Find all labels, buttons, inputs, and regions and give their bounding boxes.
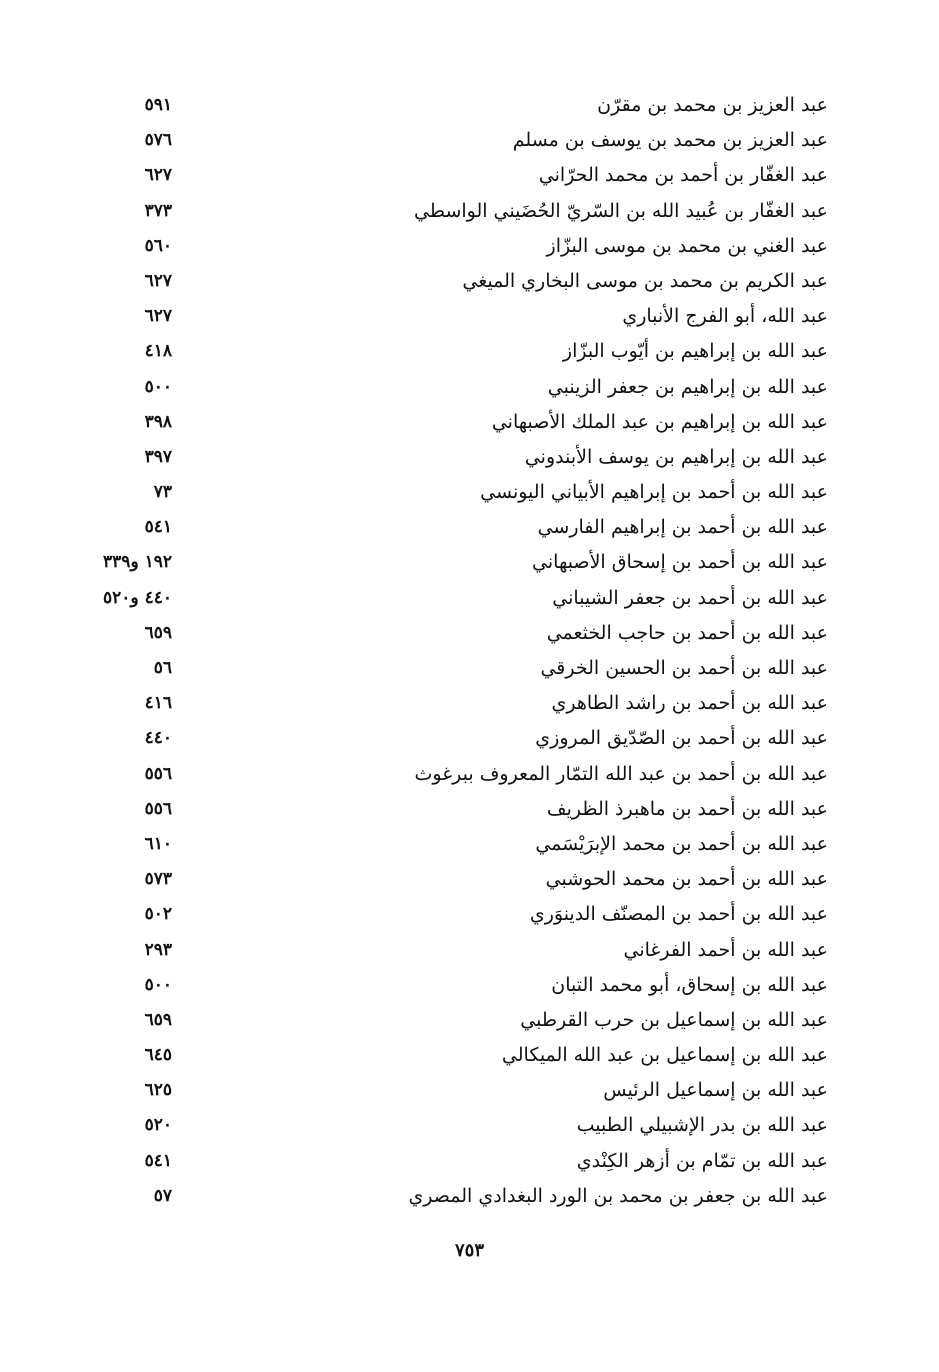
entry-name: عبد الله بن أحمد بن محمد الحوشبي [545,868,828,891]
index-entry [125,299,828,334]
entry-name: عبد الله بن إسماعيل الرئيس [603,1079,828,1102]
index-entry [125,1144,828,1179]
index-entry [125,1003,828,1038]
entry-page-refs: ٥٤١ [144,1150,172,1171]
entry-name: عبد الله بن إسماعيل بن حرب القرطبي [520,1008,828,1031]
index-entry [125,686,828,721]
entry-page-refs: ٤١٨ [144,341,172,362]
entry-page-refs: ٥٦٠ [144,235,172,256]
index-entry [125,158,828,193]
index-entry [125,405,828,440]
entry-name: عبد الله بن إبراهيم بن جعفر الزينبي [547,375,828,398]
entry-name: عبد الله بن أحمد بن المصنّف الدينوَري [529,903,828,926]
entry-page-refs: ٦٥٩ [144,1009,172,1030]
entry-page-refs: ٦٥٩ [144,622,172,643]
entry-page-refs: ٣٩٧ [144,446,172,467]
entry-name: عبد الله بن بدر الإشبيلي الطبيب [576,1114,828,1137]
entry-name: عبد الله بن أحمد الفرغاني [623,938,828,961]
index-entry [125,1038,828,1073]
entry-name: عبد الله بن أحمد بن إبراهيم الفارسي [537,516,828,539]
entry-page-refs: ٤١٦ [144,693,172,714]
entry-page-refs: ٥٠٠ [144,974,172,995]
entry-page-refs: ٦٢٥ [144,1080,172,1101]
entry-name: عبد الله بن إسماعيل بن عبد الله الميكالي [501,1044,828,1067]
index-entry [125,933,828,968]
index-entry [125,1108,828,1143]
index-entry [125,757,828,792]
entry-name: عبد الله بن إبراهيم بن عبد الملك الأصبهاني [491,410,828,433]
entry-name: عبد الله بن أحمد بن جعفر الشيباني [552,586,828,609]
entry-name: عبد الله بن إبراهيم بن أيّوب البزّاز [562,340,828,363]
index-entry [125,651,828,686]
entry-page-refs: ٥٢٠ [144,1115,172,1136]
index-entry [125,194,828,229]
entry-page-refs: ١٩٢ و٣٣٩ [103,552,172,573]
index-entry [125,968,828,1003]
entry-page-refs: ٥٧ [153,1185,172,1206]
page-number: ٧٥٣ [454,1240,484,1261]
index-entry [125,897,828,932]
entry-page-refs: ٥٠٢ [144,904,172,925]
entry-page-refs: ٦١٠ [144,833,172,854]
index-entry [125,440,828,475]
entry-name: عبد الله بن جعفر بن محمد بن الورد البغدادي المصري [408,1184,828,1207]
name-index-list [103,88,828,1214]
entry-page-refs: ٥٥٦ [144,798,172,819]
entry-name: عبد الله بن أحمد بن عبد الله التمّار المعروف ببرغوث [414,762,828,785]
entry-name: عبد العزيز بن محمد بن مقرّن [597,94,828,116]
entry-page-refs: ٥٠٠ [144,376,172,397]
entry-name: عبد الله بن إبراهيم بن يوسف الأبندوني [524,445,828,468]
index-entry [103,581,828,616]
entry-name: عبد العزيز بن محمد بن يوسف بن مسلم [512,129,828,152]
entry-name: عبد الله بن أحمد بن حاجب الخثعمي [546,621,828,644]
index-entry [125,334,828,369]
index-entry [125,123,828,158]
index-entry [125,616,828,651]
entry-page-refs: ٥٩١ [144,95,172,115]
entry-name: عبد الله بن تمّام بن أزهر الكِنْدي [576,1149,828,1172]
entry-page-refs: ٥٤١ [144,517,172,538]
entry-name: عبد الله بن أحمد بن إسحاق الأصبهاني [532,551,828,574]
entry-page-refs: ٣٧٣ [144,200,172,221]
index-entry [125,475,828,510]
entry-name: عبد الله بن أحمد بن راشد الطاهري [551,692,828,715]
entry-page-refs: ٦٢٧ [144,306,172,327]
entry-name: عبد الله بن أحمد بن محمد الإبرَيْسَمي [535,832,828,855]
entry-name: عبد الله بن أحمد بن إبراهيم الأبياني اليونسي [480,481,828,504]
index-entry [125,510,828,545]
entry-name: عبد الغني بن محمد بن موسى البزّاز [546,234,828,257]
entry-page-refs: ٥٦ [153,658,172,678]
index-entry [125,229,828,264]
index-entry [125,721,828,756]
index-entry [125,1073,828,1108]
entry-name: عبد الغفّار بن أحمد بن محمد الحرّاني [538,164,828,187]
entry-name: عبد الغفّار بن عُبيد الله بن السّريّ الحُضَيني الواسطي [414,199,828,222]
entry-page-refs: ٦٤٥ [144,1045,172,1066]
index-entry [125,264,828,299]
entry-page-refs: ٧٣ [153,482,172,503]
index-entry [125,370,828,405]
entry-page-refs: ٥٧٦ [144,130,172,151]
entry-name: عبد الله بن أحمد بن الحسين الخرقي [540,657,828,679]
entry-name: عبد الله بن أحمد بن ماهبرذ الظريف [546,797,828,820]
index-entry [125,862,828,897]
entry-name: عبد الله بن إسحاق، أبو محمد التبان [551,973,828,996]
entry-page-refs: ٣٩٨ [144,411,172,432]
index-entry [103,545,828,580]
index-entry [125,88,828,123]
entry-page-refs: ٤٤٠ [144,728,172,749]
index-entry [125,792,828,827]
entry-page-refs: ٥٥٦ [144,763,172,784]
entry-page-refs: ٥٧٣ [144,869,172,890]
entry-name: عبد الكريم بن محمد بن موسى البخاري الميغي [462,269,828,292]
entry-name: عبد الله، أبو الفرج الأنباري [622,305,828,328]
index-entry [125,827,828,862]
entry-page-refs: ٦٢٧ [144,165,172,186]
entry-page-refs: ٤٤٠ و٥٢٠ [103,587,172,608]
index-entry [125,1179,828,1214]
entry-name: عبد الله بن أحمد بن الصّدّيق المروزي [535,727,828,750]
entry-page-refs: ٦٢٧ [144,270,172,291]
entry-page-refs: ٢٩٣ [144,939,172,960]
